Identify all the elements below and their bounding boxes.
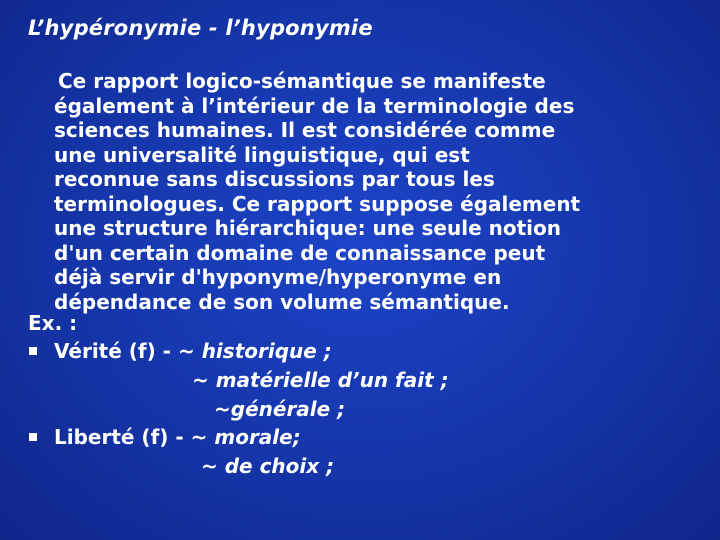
- example-item-liberte: [54, 425, 301, 449]
- variant-text: ~ morale;: [190, 425, 301, 449]
- paragraph-line: Ce rapport logico-sémantique se manifeste: [58, 69, 546, 93]
- example-item-verite: [54, 339, 332, 363]
- variant-text: ~générale ;: [214, 397, 346, 421]
- term-label: Liberté (f) -: [54, 425, 191, 449]
- variant-text: ~ matérielle d’un fait ;: [192, 368, 449, 392]
- paragraph-line: une structure hiérarchique: une seule notion: [54, 216, 561, 240]
- square-bullet-icon: [29, 433, 37, 441]
- variant-text: ~ historique ;: [177, 339, 332, 363]
- paragraph-line: dépendance de son volume sémantique.: [54, 289, 510, 314]
- slide-title: L’hypéronymie - l’hyponymie: [28, 16, 373, 40]
- paragraph-line: reconnue sans discussions par tous les: [54, 167, 495, 191]
- square-bullet-icon: [29, 347, 37, 355]
- term-label: Vérité (f) -: [54, 339, 178, 363]
- paragraph-line: déjà servir d'hyponyme/hyperonyme en: [54, 265, 502, 289]
- paragraph-line: également à l’intérieur de la terminologie des: [54, 93, 575, 118]
- body-paragraph: [54, 69, 684, 314]
- example-label: Ex. :: [28, 311, 78, 335]
- paragraph-line: d'un certain domaine de connaissance peut: [54, 240, 546, 265]
- paragraph-line: terminologues. Ce rapport suppose également: [54, 191, 581, 216]
- paragraph-line: une universalité linguistique, qui est: [54, 142, 470, 167]
- paragraph-line: sciences humaines. Il est considérée comme: [54, 118, 556, 142]
- variant-text: ~ de choix ;: [201, 454, 335, 478]
